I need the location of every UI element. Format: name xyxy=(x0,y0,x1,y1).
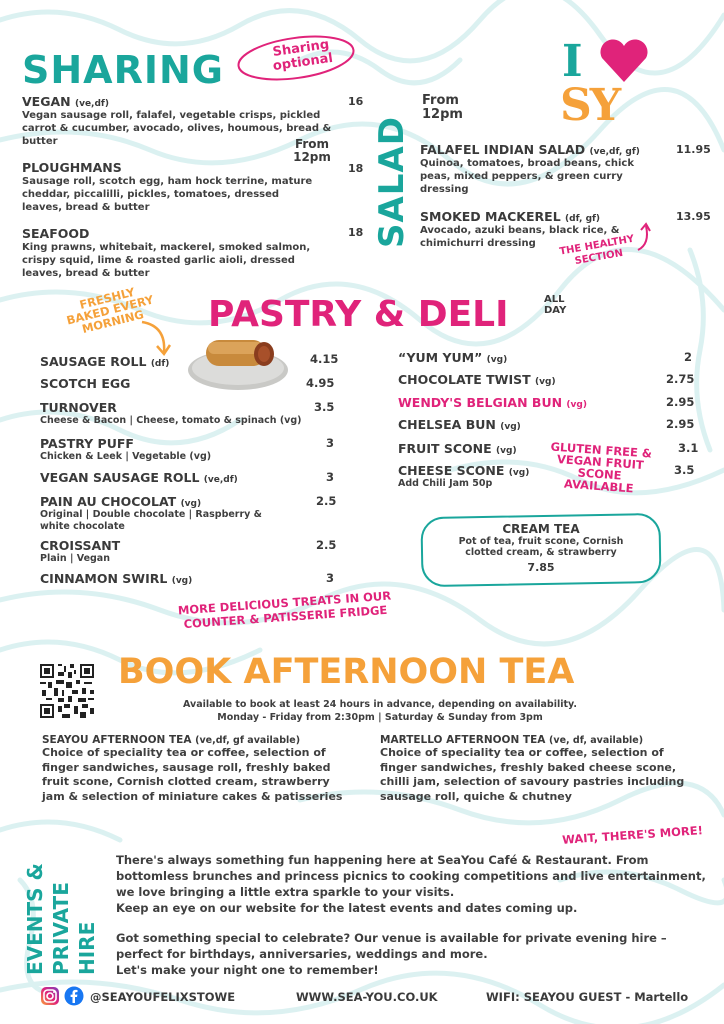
deli-name: PASTRY PUFF xyxy=(40,436,134,451)
opening-times: Monday - Friday from 2:30pm | Saturday & Sunday from 3pm xyxy=(217,712,543,723)
events-paragraph: Keep an eye on our website for the latest events and dates coming up. xyxy=(116,901,578,915)
instagram-icon[interactable] xyxy=(40,986,60,1006)
private-hire-paragraph: Got something special to celebrate? Our venue is available for private evening hire – perfect for birthdays, anniversaries, weddings and more. xyxy=(116,931,667,961)
all-day-note: ALL DAY xyxy=(544,294,567,316)
salad-item-falafel xyxy=(420,142,652,196)
booking-info: Available to book at least 24 hours in advance, depending on availability. xyxy=(183,699,577,710)
diet-tag: (ve,df) xyxy=(74,99,109,109)
diet-tag: (df) xyxy=(150,359,170,369)
tea-name: MARTELLO AFTERNOON TEA xyxy=(380,734,546,746)
deli-name: CINNAMON SWIRL xyxy=(40,571,168,586)
dish-price: 11.95 xyxy=(676,143,711,156)
deli-options: Chicken & Leek | Vegetable (vg) xyxy=(40,451,212,462)
deli-item-croissant xyxy=(40,538,280,565)
diet-tag: (vg) xyxy=(535,377,556,387)
diet-tag: (vg) xyxy=(496,446,517,456)
deli-name: FRUIT SCONE xyxy=(398,441,492,456)
dish-name: VEGAN xyxy=(22,94,71,109)
deli-price: 3 xyxy=(326,436,335,450)
sharing-item-seafood xyxy=(22,226,322,280)
deli-price: 2.5 xyxy=(316,494,337,508)
gluten-free-note: GLUTEN FREE & VEGAN FRUIT SCONE AVAILABLE xyxy=(550,439,653,496)
social-handle[interactable]: @SEAYOUFELIXSTOWE xyxy=(90,990,236,1004)
deli-item-pastry-puff xyxy=(40,436,290,463)
deli-price: 3.1 xyxy=(678,441,699,455)
sharing-item-ploughmans xyxy=(22,160,322,214)
diet-tag: (ve,df, gf) xyxy=(589,147,640,157)
qr-code[interactable] xyxy=(38,662,96,720)
cream-tea-price: 7.85 xyxy=(527,561,555,574)
deli-options: Plain | Vegan xyxy=(40,553,110,564)
cream-tea-desc: Pot of tea, fruit scone, Cornish clotted cream, & strawberry xyxy=(458,536,624,558)
private-hire-paragraph: Let's make your night one to remember! xyxy=(116,963,379,977)
deli-item-chelsea-bun xyxy=(398,417,638,432)
deli-item-fruit-scone xyxy=(398,441,548,456)
diet-tag: (ve,df) xyxy=(203,475,238,485)
dish-description: Avocado, azuki beans, black rice, & chimichurri dressing xyxy=(420,225,620,249)
dish-name: PLOUGHMANS xyxy=(22,160,122,175)
deli-name: CHEESE SCONE xyxy=(398,463,505,478)
deli-price: 3 xyxy=(326,571,335,585)
counter-note: MORE DELICIOUS TREATS IN OUR COUNTER & PATISSERIE FRIDGE xyxy=(177,588,392,632)
wifi-info: WIFI: SEAYOU GUEST - Martello xyxy=(486,990,689,1004)
deli-price: 3 xyxy=(326,470,335,484)
deli-item-pain-au-chocolat xyxy=(40,494,280,533)
healthy-section-note: THE HEALTHY SECTION xyxy=(558,233,636,268)
deli-options: Original | Double chocolate | Raspberry & white chocolate xyxy=(40,509,262,532)
dish-description: Vegan sausage roll, falafel, vegetable crisps, pickled carrot & cucumber, avocado, olives, houmous, bread & butter xyxy=(22,110,332,147)
salad-from-time: From 12pm xyxy=(422,93,463,122)
deli-name: VEGAN SAUSAGE ROLL xyxy=(40,470,200,485)
tea-description: Choice of speciality tea or coffee, selection of finger sandwiches, sausage roll, freshly baked fruit scone, Cornish clotted cream, strawberry jam & selection of miniature cakes & patisseries xyxy=(42,746,343,803)
diet-tag: (vg) xyxy=(508,468,530,478)
events-text xyxy=(116,852,706,978)
deli-options: Cheese & Bacon | Cheese, tomato & spinach (vg) xyxy=(40,415,302,426)
deli-price: 2.95 xyxy=(666,417,695,431)
dish-price: 18 xyxy=(348,162,364,175)
deli-name: PAIN AU CHOCOLAT xyxy=(40,494,177,509)
logo-sy: SY xyxy=(560,80,620,131)
events-title-line: EVENTS & xyxy=(23,863,47,975)
diet-tag: (vg) xyxy=(486,355,508,365)
events-title-line: HIRE xyxy=(75,921,99,975)
seayou-afternoon-tea xyxy=(42,734,352,804)
dish-price: 16 xyxy=(348,95,364,108)
deli-price: 2.95 xyxy=(666,395,695,409)
diet-tag: (vg) xyxy=(171,576,193,586)
deli-item-cheese-scone xyxy=(398,463,548,490)
i-love-sy-logo xyxy=(560,36,670,136)
diet-tag: (ve,df, gf available) xyxy=(195,735,301,746)
deli-name: TURNOVER xyxy=(40,400,117,415)
tea-name: SEAYOU AFTERNOON TEA xyxy=(42,734,192,746)
deli-price: 3.5 xyxy=(674,463,695,477)
afternoon-tea-heading: BOOK AFTERNOON TEA xyxy=(118,652,575,692)
dish-name: SMOKED MACKEREL xyxy=(420,209,561,224)
diet-tag: (df, gf) xyxy=(565,214,601,224)
deli-name: CROISSANT xyxy=(40,538,121,553)
diet-tag: (ve, df, available) xyxy=(549,735,644,746)
deli-price: 4.95 xyxy=(306,376,335,390)
deli-item-turnover xyxy=(40,400,310,427)
orange-arrow-icon xyxy=(140,318,174,358)
deli-options: Add Chili Jam 50p xyxy=(398,478,493,489)
tea-description: Choice of speciality tea or coffee, selection of finger sandwiches, freshly baked cheese scone, chilli jam, selection of savoury pastries including sausage roll, quiche & chutney xyxy=(380,746,685,803)
pastry-deli-heading: PASTRY & DELI xyxy=(208,294,509,335)
deli-price: 2 xyxy=(684,350,693,364)
dish-price: 18 xyxy=(348,226,364,239)
deli-item-yum-yum xyxy=(398,350,638,365)
logo-i: I xyxy=(562,36,583,87)
dish-name: SEAFOOD xyxy=(22,226,90,241)
deli-item-vegan-sausage-roll xyxy=(40,470,300,485)
deli-name: SCOTCH EGG xyxy=(40,376,131,391)
deli-price: 3.5 xyxy=(314,400,335,414)
deli-name: CHELSEA BUN xyxy=(398,417,496,432)
deli-name: CHOCOLATE TWIST xyxy=(398,372,531,387)
website-link[interactable]: WWW.SEA-YOU.CO.UK xyxy=(296,990,438,1004)
wait-more-note: WAIT, THERE'S MORE! xyxy=(561,823,704,847)
deli-name: “YUM YUM” xyxy=(398,350,483,365)
deli-item-wendys-belgian-bun xyxy=(398,395,638,410)
deli-item-scotch-egg xyxy=(40,376,280,391)
cream-tea-title: CREAM TEA xyxy=(502,522,580,536)
dish-price: 13.95 xyxy=(676,210,711,223)
sharing-optional-text: Sharing optional xyxy=(271,37,334,75)
events-heading xyxy=(22,815,100,975)
deli-name: SAUSAGE ROLL xyxy=(40,354,147,369)
dish-name: FALAFEL INDIAN SALAD xyxy=(420,142,586,157)
sharing-from-time: From 12pm xyxy=(293,137,331,164)
deli-item-chocolate-twist xyxy=(398,372,638,387)
freshly-baked-note: FRESHLY BAKED EVERY MORNING xyxy=(65,284,155,337)
dish-description: Quinoa, tomatoes, broad beans, chick peas, mixed peppers, & green curry dressing xyxy=(420,158,634,195)
diet-tag: (vg) xyxy=(566,400,587,410)
afternoon-tea-info xyxy=(160,698,600,724)
events-paragraph: There's always something fun happening here at SeaYou Café & Restaurant. From bottomless brunches and princess picnics to cooking competitions and live entertainment, we love bringing a little extra sparkle to your visits. xyxy=(116,853,706,899)
heart-icon xyxy=(598,38,650,84)
curved-arrow-icon xyxy=(634,222,656,252)
martello-afternoon-tea xyxy=(380,734,690,804)
sharing-heading: SHARING xyxy=(22,48,224,92)
deli-price: 2.5 xyxy=(316,538,337,552)
diet-tag: (vg) xyxy=(500,422,521,432)
cream-tea-box xyxy=(430,522,652,574)
deli-price: 4.15 xyxy=(310,352,339,366)
deli-name: WENDY'S BELGIAN BUN xyxy=(398,395,563,410)
deli-price: 2.75 xyxy=(666,372,695,386)
deli-item-sausage-roll xyxy=(40,354,280,369)
dish-description: Sausage roll, scotch egg, ham hock terrine, mature cheddar, piccalilli, pickles, tomatoes, dressed leaves, bread & butter xyxy=(22,176,313,213)
events-title-line: PRIVATE xyxy=(49,882,73,975)
facebook-icon[interactable] xyxy=(64,986,84,1006)
deli-item-cinnamon-swirl xyxy=(40,571,280,586)
dish-description: King prawns, whitebait, mackerel, smoked salmon, crispy squid, lime & roasted garlic aioli, dressed leaves, bread & butter xyxy=(22,242,311,279)
salad-heading: SALAD xyxy=(372,115,412,248)
diet-tag: (vg) xyxy=(180,499,202,509)
